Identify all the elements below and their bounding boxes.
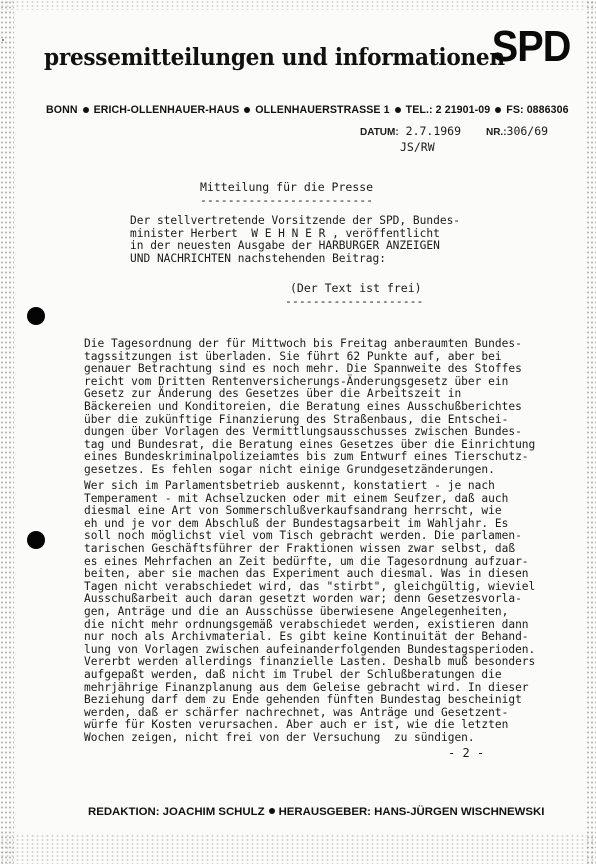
heading-underline: ------------------------- <box>200 193 374 207</box>
footer-credits <box>88 806 544 818</box>
bullet-icon <box>395 107 401 113</box>
free-text-note: (Der Text ist frei) <box>290 281 422 295</box>
bullet-icon <box>495 107 501 113</box>
scan-noise-top <box>0 0 596 10</box>
scan-noise-bottom <box>0 834 596 864</box>
address-city: BONN <box>46 104 78 116</box>
number-label: NR.: <box>485 127 507 138</box>
free-text-underline: -------------------- <box>285 294 424 308</box>
address-house: ERICH-OLLENHAUER-HAUS <box>93 104 240 116</box>
date-block <box>360 124 548 155</box>
bullet-icon <box>244 107 250 113</box>
address-phone: TEL.: 2 21901-09 <box>405 104 491 116</box>
page-marker: - 2 - <box>448 746 485 760</box>
date-label: DATUM: <box>360 127 399 138</box>
address-street: OLLENHAUERSTRASSE 1 <box>255 104 390 116</box>
address-line <box>46 104 569 116</box>
masthead-title: pressemitteilungen und informationen <box>44 44 505 71</box>
punch-hole-icon <box>27 531 45 549</box>
body-paragraph-1: Die Tagesordnung der für Mittwoch bis Freitag anberaumten Bundes- tagssitzungen ist überladen. Sie führt 62 Punkte auf, aber bei genauer Betrachtung sind es noch mehr. Die Spannweite des Stoffes reicht vom Dritten Rentenversicherungs-Änderungsgesetz über ein Gesetz zur Änderung des Gesetzes über die Arbeitszeit in Bäckereien und Konditoreien, die Beratung eines Ausschußberichtes über die zukünftige Finanzierung des Straßenbaus, die Entschei- dungen über Vorlagen des Vermittlungsausschusses zwischen Bundes- tag und Bundesrat, die Beratung eines Gesetzes über die Einrichtung eines Bundeskriminalpolizeiamtes bis zum Entwurf eines Tierschutz- gesetzes. Es fehlen sogar nicht einige Grundgesetzänderungen. <box>84 337 536 476</box>
bullet-icon <box>83 107 89 113</box>
address-fax: FS: 0886306 <box>506 104 569 116</box>
author-initials: JS/RW <box>400 140 435 154</box>
number-value: 306/69 <box>506 124 549 138</box>
scan-noise-left <box>0 0 14 864</box>
footer-publisher: HERAUSGEBER: HANS-JÜRGEN WISCHNEWSKI <box>278 806 545 818</box>
body-paragraph-2: Wer sich im Parlamentsbetrieb auskennt, konstatiert - je nach Temperament - mit Achselzucken oder mit einem Seufzer, daß auch diesmal eine Art von Sommerschlußverkaufsandrang herrscht, wie eh und je vor dem Abschluß der Bundestagsarbeit im Wahljahr. Es soll noch möglichst viel vom Tisch gebracht werden. Die parlamen- tarischen Geschäftsführer der Fraktionen wissen zwar selbst, daß es eines Mehrfachen an Zeit bedürfte, um die Tagesordnung aufzuar- beiten, aber sie machen das Experiment auch diesmal. Was in diesen Tagen nicht verabschiedet wird, das "stirbt", gleichgültig, wieviel Ausschußarbeit auch daran gesetzt worden war; denn Gesetzesvorla- gen, Anträge und die an Ausschüsse überwiesene Angelegenheiten, die nicht mehr ordnungsgemäß verabschiedet werden, existieren dann nur noch als Archivmaterial. Es gibt keine Kontinuität der Behand- lung von Vorlagen zwischen aufeinanderfolgenden Bundestagsperioden. Vererbt werden allerdings finanzielle Lasten. Deshalb muß besonders aufgepaßt werden, daß nicht im Trubel der Schlußberatungen die mehrjährige Finanzplanung aus dem Geleise gebracht wird. In dieser Beziehung darf dem zu Ende gehenden fünften Bundestag bescheinigt werden, daß er schärfer nachrechnet, was Anträge und Gesetzent- würfe für Kosten verursachen. Aber auch er ist, wie die letzten Wochen zeigen, nicht frei von der Versuchung zu sündigen. <box>84 479 536 744</box>
footer-editor: REDAKTION: JOACHIM SCHULZ <box>88 806 265 818</box>
punch-hole-icon <box>27 307 45 325</box>
spd-logo: SPD <box>491 22 570 71</box>
intro-paragraph: Der stellvertretende Vorsitzende der SPD, Bundes- minister Herbert W E H N E R , veröffentlicht in der neuesten Ausgabe der HARBURGER ANZEIGEN UND NACHRICHTEN nachstehenden Beitrag: <box>130 214 461 265</box>
bullet-icon <box>269 808 275 814</box>
document-heading: Mitteilung für die Presse <box>200 180 374 194</box>
scan-noise-right <box>586 0 596 864</box>
date-value: 2.7.1969 <box>405 124 462 138</box>
